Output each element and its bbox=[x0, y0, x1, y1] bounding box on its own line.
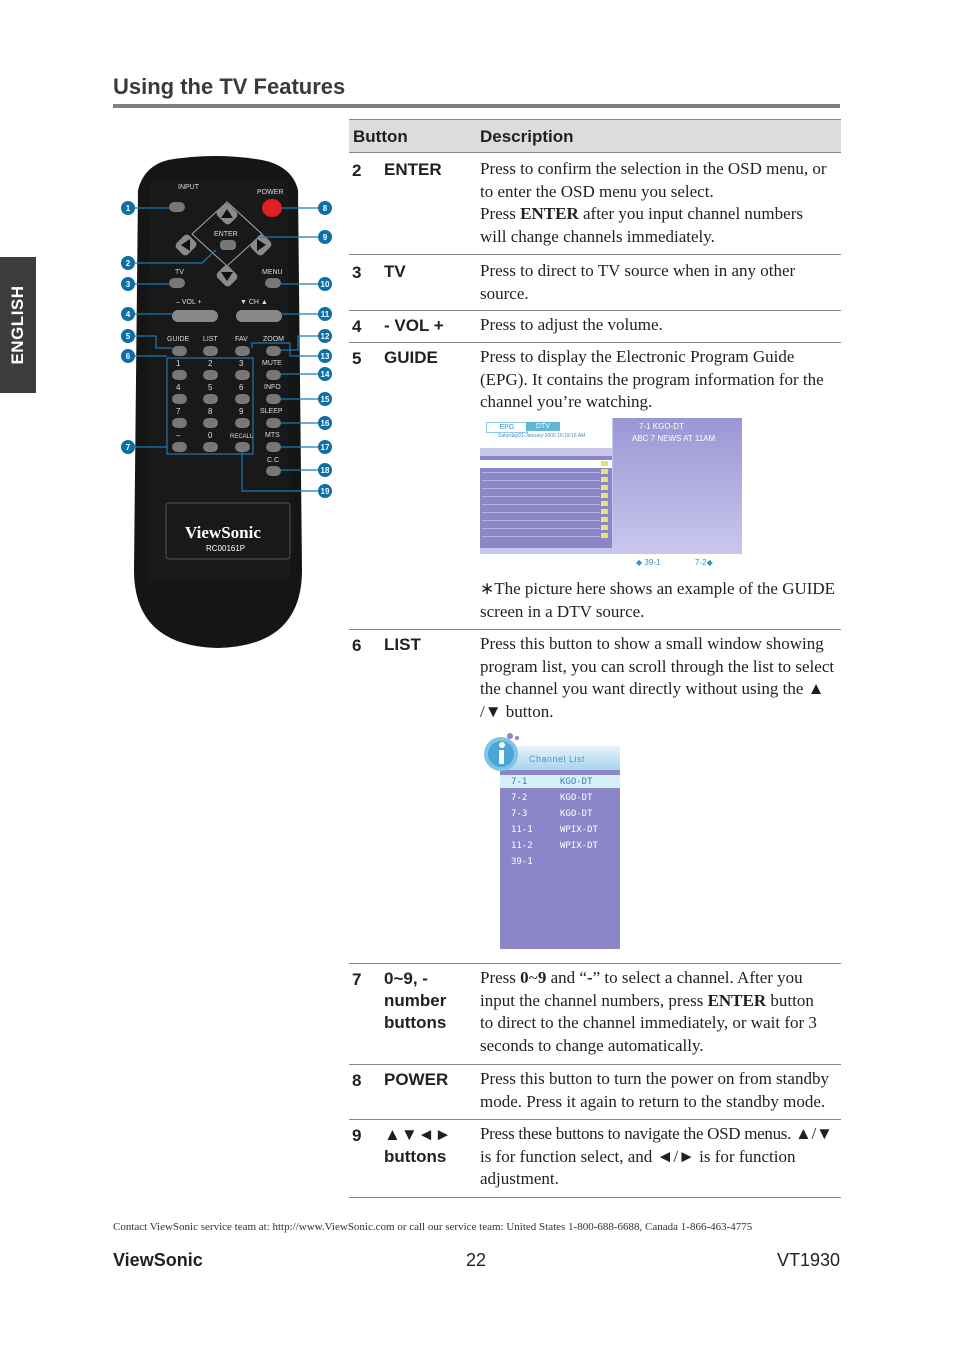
tv-label: TV bbox=[175, 269, 184, 276]
epg-channel: 7-1 KGO-DT bbox=[639, 422, 684, 431]
recall-label: RECALL bbox=[230, 434, 254, 440]
remote-model: RC00161P bbox=[206, 544, 246, 553]
language-tab-label: ENGLISH bbox=[8, 285, 27, 365]
row-button: TV bbox=[384, 262, 406, 281]
digit-3: 3 bbox=[239, 359, 244, 368]
page-title: Using the TV Features bbox=[113, 74, 346, 99]
row-description: Press to adjust the volume. bbox=[480, 315, 663, 334]
svg-text:11: 11 bbox=[320, 310, 330, 319]
fav-button bbox=[235, 346, 250, 356]
epg-program: ABC 7 NEWS AT 11AM bbox=[632, 434, 716, 443]
row-description: Press this button to show a small window showing program list, you can scroll through the list to select the channel you want directly without using the ▲ /▼ button. bbox=[480, 634, 835, 721]
ch-label: ▼ CH ▲ bbox=[240, 299, 268, 306]
table-row-power bbox=[349, 1065, 841, 1120]
sleep-button bbox=[266, 418, 281, 428]
digit-2: 2 bbox=[208, 359, 213, 368]
svg-text:10: 10 bbox=[320, 280, 330, 289]
row-button: GUIDE bbox=[384, 348, 438, 367]
info-button bbox=[266, 394, 281, 404]
language-tab bbox=[0, 257, 36, 393]
input-button bbox=[169, 202, 185, 212]
digit-1: 1 bbox=[176, 359, 181, 368]
row-number: 3 bbox=[352, 263, 362, 282]
channel-num: 7-1 bbox=[511, 777, 528, 787]
channel-num: 11-1 bbox=[511, 825, 533, 835]
enter-button bbox=[220, 240, 236, 250]
guide-note: ∗The picture here shows an example of the GUIDE screen in a DTV source. bbox=[480, 579, 836, 621]
table-row-number-buttons bbox=[349, 964, 841, 1065]
power-label: POWER bbox=[257, 189, 284, 196]
row-number: 4 bbox=[352, 317, 362, 336]
list-label: LIST bbox=[203, 336, 218, 343]
header-button: Button bbox=[353, 127, 408, 146]
svg-text:8: 8 bbox=[322, 204, 328, 213]
svg-text:14: 14 bbox=[320, 370, 330, 379]
digit-6: 6 bbox=[239, 383, 244, 392]
input-label: INPUT bbox=[178, 184, 199, 191]
channel-list-title: Channel List bbox=[529, 754, 586, 764]
dash-label: – bbox=[176, 431, 181, 440]
digit-4: 4 bbox=[176, 383, 181, 392]
dtv-tab: DTV bbox=[526, 422, 560, 431]
title-rule bbox=[113, 104, 840, 108]
zoom-label: ZOOM bbox=[263, 336, 284, 343]
svg-text:16: 16 bbox=[320, 419, 330, 428]
svg-text:15: 15 bbox=[320, 395, 330, 404]
row-button: LIST bbox=[384, 635, 421, 654]
feature-table bbox=[349, 119, 841, 1198]
contact-info: Contact ViewSonic service team at: http://www.ViewSonic.com or call our service team: United States 1-800-688-6688, Canada 1-866-463-4775 bbox=[113, 1221, 753, 1233]
row-description: Press these buttons to navigate the OSD menus. ▲/▼ is for function select, and ◄/► is for function adjustment. bbox=[480, 1124, 833, 1188]
epg-nav-next: 7-2◆ bbox=[695, 558, 713, 567]
page-number: 22 bbox=[466, 1250, 487, 1270]
digit-9: 9 bbox=[239, 407, 244, 416]
channel-name: WPIX-DT bbox=[560, 841, 598, 851]
row-number: 8 bbox=[352, 1071, 362, 1090]
channel-name: KGO-DT bbox=[560, 777, 593, 787]
channel-name: KGO-DT bbox=[560, 793, 593, 803]
epg-tab: EPG bbox=[486, 422, 528, 433]
remote-control-image bbox=[120, 150, 334, 650]
zoom-button bbox=[266, 346, 281, 356]
channel-list-screenshot bbox=[480, 729, 620, 949]
tv-button bbox=[169, 278, 185, 288]
table-row-tv bbox=[349, 255, 841, 311]
svg-text:9: 9 bbox=[322, 233, 328, 242]
mute-label: MUTE bbox=[262, 360, 282, 367]
table-row-guide bbox=[349, 343, 841, 630]
menu-button bbox=[265, 278, 281, 288]
row-button: POWER bbox=[384, 1070, 449, 1089]
digit-5: 5 bbox=[208, 383, 213, 392]
svg-text:7: 7 bbox=[125, 443, 131, 452]
svg-text:5: 5 bbox=[125, 332, 131, 341]
svg-text:12: 12 bbox=[320, 332, 330, 341]
mute-button bbox=[266, 370, 281, 380]
channel-num: 7-3 bbox=[511, 809, 528, 819]
mts-label: MTS bbox=[265, 432, 280, 439]
guide-label: GUIDE bbox=[167, 336, 190, 343]
row-number: 7 bbox=[352, 970, 362, 989]
epg-date: Saturday01-January-2000 16:19:16 AM bbox=[498, 433, 586, 439]
table-row-vol bbox=[349, 311, 841, 343]
row-description: Press 0~9 and “-” to select a channel. After you input the channel numbers, press ENTER button to direct to the channel immediately, or wait for 3 seconds to change automatically. bbox=[480, 968, 817, 1055]
epg-screenshot bbox=[480, 418, 742, 570]
svg-text:4: 4 bbox=[125, 310, 131, 319]
svg-text:3: 3 bbox=[125, 280, 131, 289]
svg-text:19: 19 bbox=[320, 487, 330, 496]
svg-text:1: 1 bbox=[125, 204, 131, 213]
ch-rocker bbox=[236, 310, 282, 322]
menu-label: MENU bbox=[262, 269, 283, 276]
svg-text:6: 6 bbox=[125, 352, 131, 361]
svg-text:13: 13 bbox=[320, 352, 330, 361]
power-button bbox=[262, 199, 282, 217]
digit-7: 7 bbox=[176, 407, 181, 416]
header-description: Description bbox=[480, 127, 574, 146]
svg-text:17: 17 bbox=[320, 443, 330, 452]
row-description: Press to direct to TV source when in any other source. bbox=[480, 261, 796, 303]
digit-8: 8 bbox=[208, 407, 213, 416]
channel-name: KGO-DT bbox=[560, 809, 593, 819]
epg-nav-prev: ◆ 39-1 bbox=[636, 558, 661, 567]
info-label: INFO bbox=[264, 384, 281, 391]
table-row-enter bbox=[349, 153, 841, 255]
channel-num: 39-1 bbox=[511, 857, 533, 867]
svg-text:18: 18 bbox=[320, 466, 330, 475]
list-button bbox=[203, 346, 218, 356]
row-button: ▲▼◄► buttons bbox=[384, 1125, 452, 1166]
channel-num: 7-2 bbox=[511, 793, 528, 803]
fav-label: FAV bbox=[235, 336, 248, 343]
table-row-arrow-buttons bbox=[349, 1120, 841, 1198]
cc-label: C.C bbox=[267, 457, 280, 464]
remote-brand: ViewSonic bbox=[185, 523, 261, 542]
row-description: Press to display the Electronic Program Guide (EPG). It contains the program information for the channel you’re watching. bbox=[480, 347, 824, 411]
vol-rocker bbox=[172, 310, 218, 322]
digit-0: 0 bbox=[208, 431, 213, 440]
row-description: Press this button to turn the power on from standby mode. Press it again to return to the standby mode. bbox=[480, 1069, 829, 1111]
row-button: ENTER bbox=[384, 160, 442, 179]
row-description: Press to confirm the selection in the OSD menu, or to enter the OSD menu you select. Press ENTER after you input channel numbers will change channels immediately. bbox=[480, 159, 827, 246]
info-icon bbox=[480, 731, 522, 773]
row-number: 2 bbox=[352, 161, 362, 180]
vol-label: – VOL + bbox=[176, 299, 202, 306]
epg-program-list bbox=[480, 456, 612, 548]
enter-label: ENTER bbox=[214, 231, 238, 238]
footer-brand: ViewSonic bbox=[113, 1250, 203, 1270]
mts-button bbox=[266, 442, 281, 452]
cc-button bbox=[266, 466, 281, 476]
channel-num: 11-2 bbox=[511, 841, 533, 851]
row-number: 5 bbox=[352, 349, 362, 368]
table-row-list bbox=[349, 630, 841, 964]
footer-model: VT1930 bbox=[776, 1250, 840, 1270]
row-number: 6 bbox=[352, 636, 362, 655]
sleep-label: SLEEP bbox=[260, 408, 283, 415]
row-number: 9 bbox=[352, 1126, 362, 1145]
row-button: 0~9, - number buttons bbox=[384, 969, 447, 1032]
guide-button bbox=[172, 346, 187, 356]
channel-name: WPIX-DT bbox=[560, 825, 598, 835]
row-button: - VOL + bbox=[384, 316, 444, 335]
table-header bbox=[349, 119, 841, 153]
svg-text:2: 2 bbox=[125, 259, 131, 268]
